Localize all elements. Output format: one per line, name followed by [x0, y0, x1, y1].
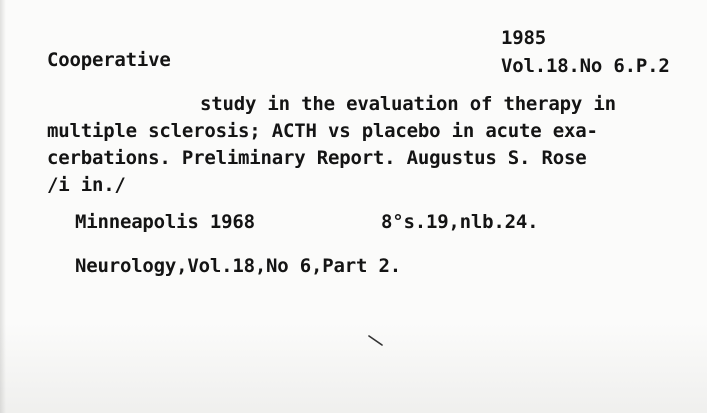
title-line-4: /i in./: [47, 174, 126, 196]
title-line-2: multiple sclerosis; ACTH vs placebo in acute exa-: [47, 120, 598, 142]
card-year: 1985: [501, 27, 546, 49]
ink-mark: [368, 335, 384, 347]
series-note: Neurology,Vol.18,No 6,Part 2.: [75, 255, 401, 277]
title-line-1: study in the evaluation of therapy in: [200, 93, 616, 115]
card-heading: Cooperative: [47, 49, 171, 71]
imprint-place-year: Minneapolis 1968: [75, 211, 255, 233]
collation: 8°s.19,nlb.24.: [381, 211, 539, 233]
title-line-3: cerbations. Preliminary Report. Augustus S. Rose: [47, 147, 587, 169]
card-volume-ref: Vol.18.No 6.P.2: [501, 55, 670, 77]
